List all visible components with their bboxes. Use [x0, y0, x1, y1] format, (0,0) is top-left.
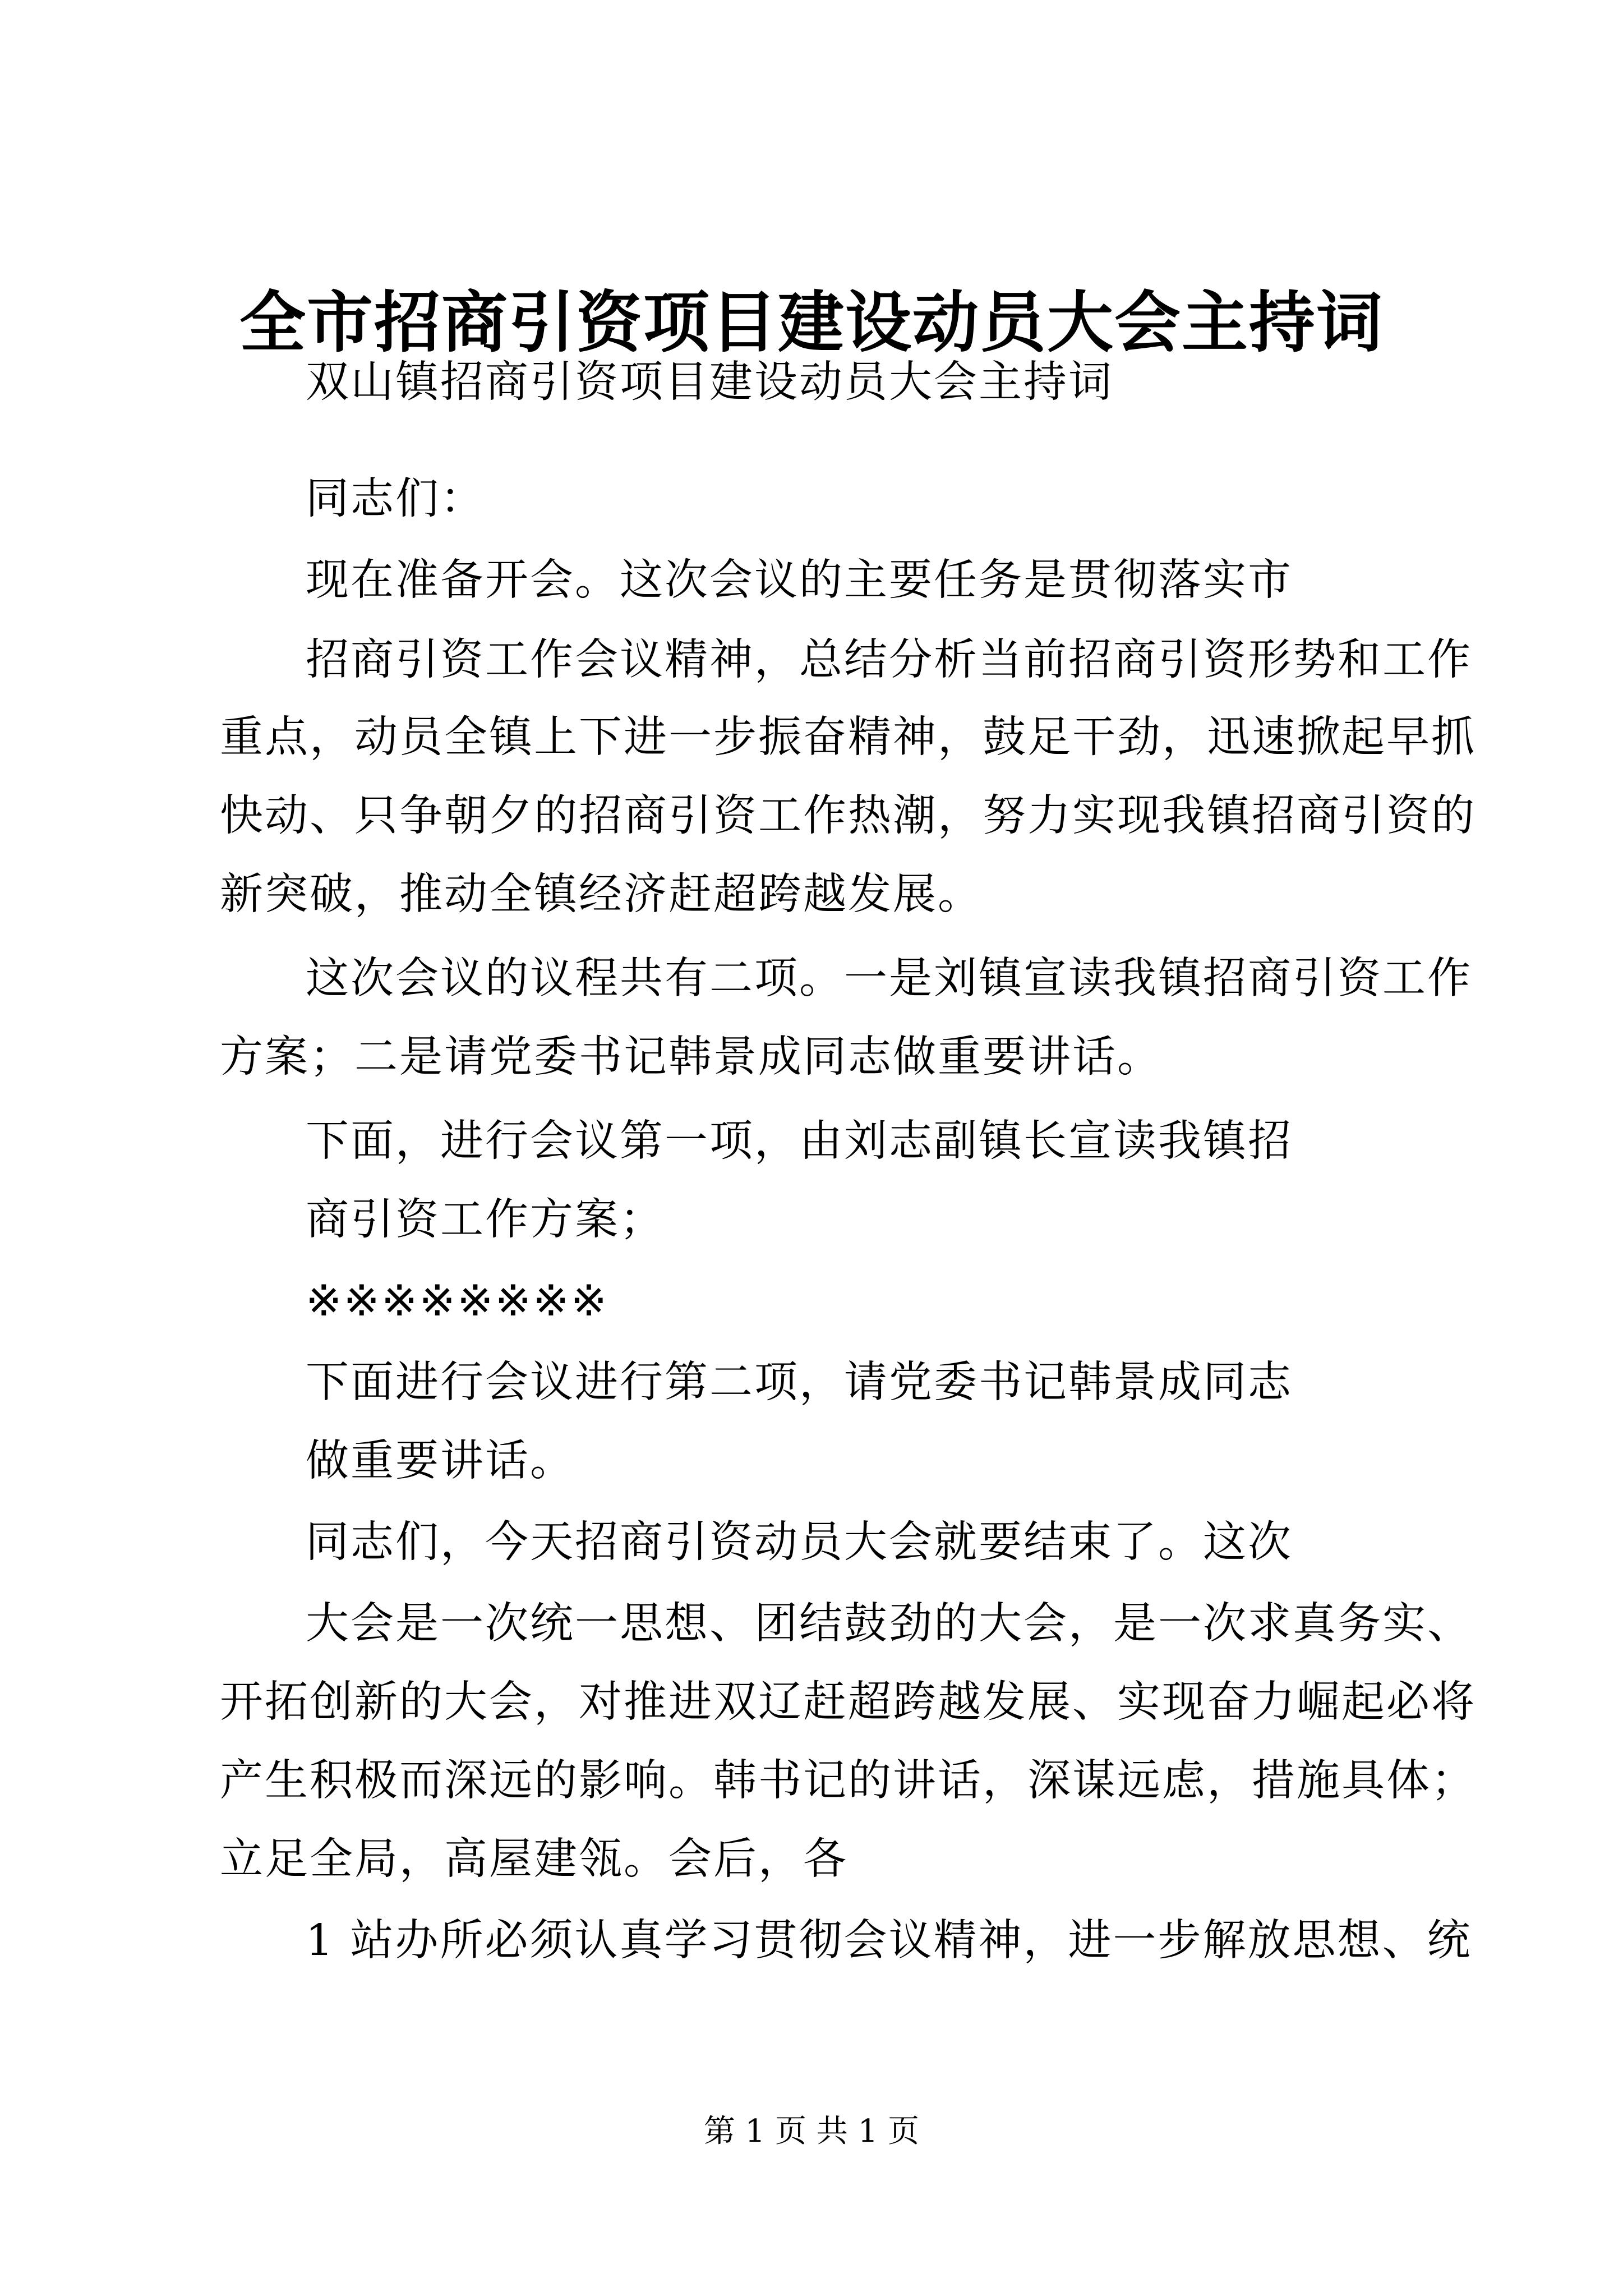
body-line: 1 站办所必须认真学习贯彻会议精神，进一步解放思想、统: [306, 1916, 1472, 1966]
body-line: 做重要讲话。: [306, 1436, 575, 1486]
body-line: 大会是一次统一思想、团结鼓劲的大会，是一次求真务实、: [306, 1599, 1472, 1649]
salutation-line: 同志们：: [306, 474, 485, 524]
document-title: 全市招商引资项目建设动员大会主持词: [239, 283, 1384, 361]
body-line: 立足全局，高屋建瓴。会后，各: [220, 1834, 848, 1884]
separator-line: ※※※※※※※※: [306, 1276, 609, 1326]
body-line: 招商引资工作会议精神，总结分析当前招商引资形势和工作: [306, 635, 1472, 685]
body-line: 重点，动员全镇上下进一步振奋精神，鼓足干劲，迅速掀起早抓: [220, 712, 1476, 762]
body-line: 新突破，推动全镇经济赶超跨越发展。: [220, 869, 983, 919]
body-line: 方案；二是请党委书记韩景成同志做重要讲话。: [220, 1032, 1162, 1082]
body-line: 下面进行会议进行第二项，请党委书记韩景成同志: [306, 1358, 1293, 1407]
body-line: 这次会议的议程共有二项。一是刘镇宣读我镇招商引资工作: [306, 954, 1472, 1004]
body-line: 现在准备开会。这次会议的主要任务是贯彻落实市: [306, 555, 1293, 605]
subtitle-line: 双山镇招商引资项目建设动员大会主持词: [306, 357, 1113, 407]
page-number-footer: 第 1 页 共 1 页: [703, 2113, 920, 2150]
body-line: 同志们，今天招商引资动员大会就要结束了。这次: [306, 1517, 1293, 1567]
body-line: 产生积极而深远的影响。韩书记的讲话，深谋远虑，措施具体；: [220, 1756, 1476, 1806]
body-line: 下面，进行会议第一项，由刘志副镇长宣读我镇招: [306, 1116, 1293, 1166]
body-line: 快动、只争朝夕的招商引资工作热潮，努力实现我镇招商引资的: [220, 791, 1476, 841]
body-line: 开拓创新的大会，对推进双辽赶超跨越发展、实现奋力崛起必将: [220, 1677, 1476, 1727]
body-line: 商引资工作方案；: [306, 1195, 665, 1245]
